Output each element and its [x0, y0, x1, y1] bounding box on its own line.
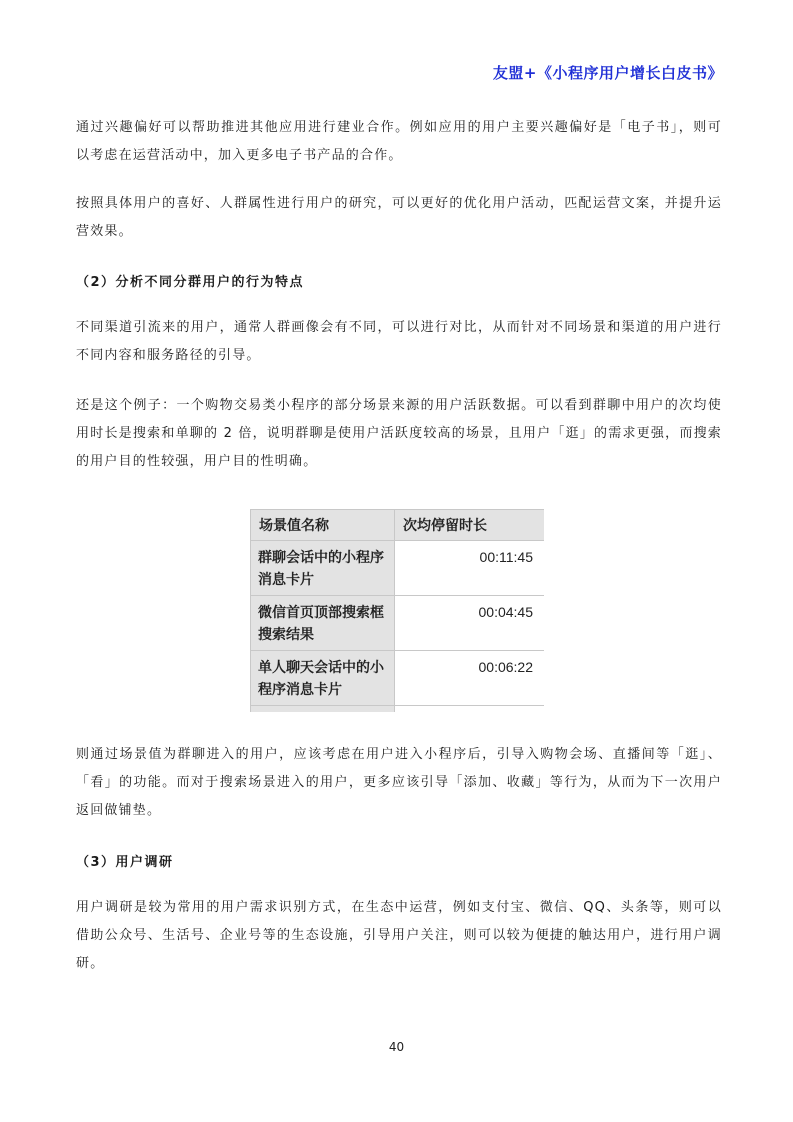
- section-heading-2: （2）分析不同分群用户的行为特点: [76, 275, 305, 290]
- table-header-scene-name: 场景值名称: [251, 510, 395, 541]
- paragraph-example-scenario: 还是这个例子：一个购物交易类小程序的部分场景来源的用户活跃数据。可以看到群聊中用户的次均使用时长是搜索和单聊的 2 倍，说明群聊是使用户活跃度较高的场景，且用户「逛」的需求更强，而搜索的用户目的性较强，用户目的性明确。: [76, 398, 722, 469]
- section-heading-3: （3）用户调研: [76, 855, 174, 870]
- paragraph-interest-preference: 通过兴趣偏好可以帮助推进其他应用进行建业合作。例如应用的用户主要兴趣偏好是「电子书」，则可以考虑在运营活动中，加入更多电子书产品的合作。: [76, 120, 722, 163]
- paragraph-channel-users: 不同渠道引流来的用户，通常人群画像会有不同，可以进行对比，从而针对不同场景和渠道的用户进行不同内容和服务路径的引导。: [76, 320, 722, 363]
- table-row: [251, 651, 545, 706]
- table-cell-duration: 00:04:45: [395, 596, 545, 651]
- table-cell-scene-name: 微信首页顶部搜索框搜索结果: [251, 596, 395, 651]
- table-row-cut-off: [251, 706, 545, 713]
- table-cell-duration: 00:06:22: [395, 651, 545, 706]
- table-cell-empty: [251, 706, 395, 713]
- table-cell-scene-name: 单人聊天会话中的小程序消息卡片: [251, 651, 395, 706]
- paragraph-user-survey: 用户调研是较为常用的用户需求识别方式，在生态中运营，例如支付宝、微信、QQ、头条等，则可以借助公众号、生活号、企业号等的生态设施，引导用户关注，则可以较为便捷的触达用户，进行用户调研。: [76, 900, 722, 971]
- table-header-row: [251, 510, 545, 541]
- paragraph-group-chat-guidance: 则通过场景值为群聊进入的用户，应该考虑在用户进入小程序后，引导入购物会场、直播间等「逛」、「看」的功能。而对于搜索场景进入的用户，更多应该引导「添加、收藏」等行为，从而为下一次用户返回做铺垫。: [76, 747, 722, 818]
- table-cell-duration: 00:11:45: [395, 541, 545, 596]
- document-header-title: 友盟+《小程序用户增长白皮书》: [492, 64, 723, 82]
- page-number: 40: [388, 1040, 405, 1054]
- table-cell-empty: [395, 706, 545, 713]
- paragraph-user-research-optimization: 按照具体用户的喜好、人群属性进行用户的研究，可以更好的优化用户活动，匹配运营文案，并提升运营效果。: [76, 196, 722, 239]
- table-header-avg-duration: 次均停留时长: [395, 510, 545, 541]
- table-row: [251, 541, 545, 596]
- table-row: [251, 596, 545, 651]
- table-cell-scene-name: 群聊会话中的小程序消息卡片: [251, 541, 395, 596]
- scene-duration-table: [250, 509, 544, 712]
